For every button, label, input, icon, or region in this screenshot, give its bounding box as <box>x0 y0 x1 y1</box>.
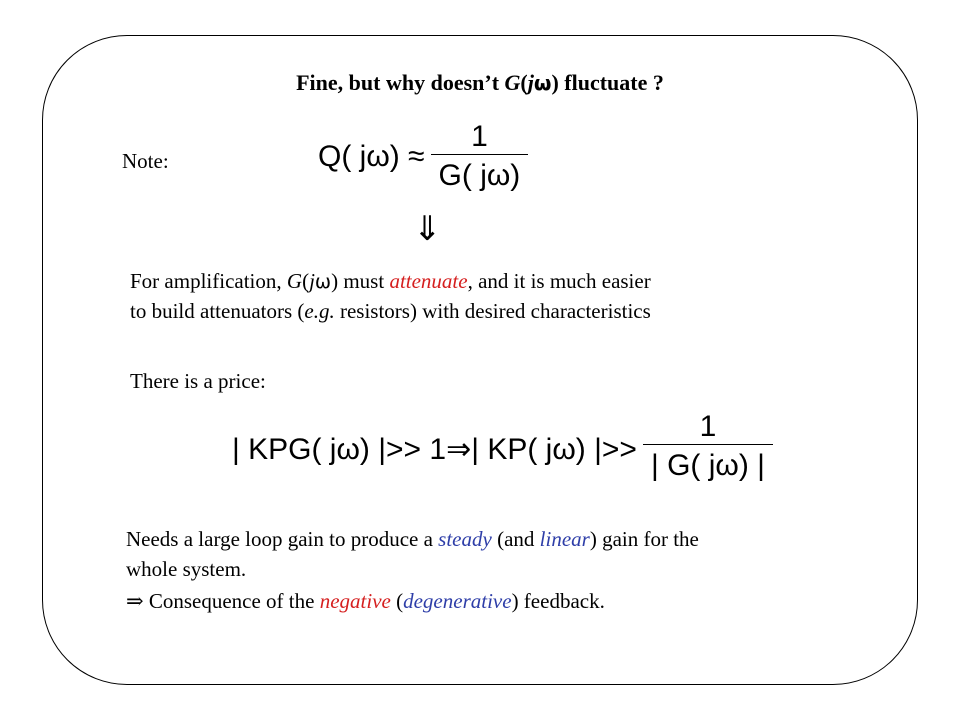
price-eq-left: | KPG( jω) |>> 1⇒| KP( jω) |>> <box>232 432 637 466</box>
concl-text-c: ) gain for the <box>589 527 699 551</box>
steady-word: steady <box>438 527 492 551</box>
amp-text-d: to build attenuators ( <box>130 299 305 323</box>
concl-text-e: ( <box>390 589 404 613</box>
amp-text-e: resistors) with desired characteristics <box>334 299 651 323</box>
price-eq-fraction <box>643 412 773 481</box>
note-eq-lhs: Q( jω) ≈ <box>318 139 425 173</box>
title-prefix: Fine, but why doesn’t <box>296 70 505 95</box>
note-eq-fraction <box>431 122 529 191</box>
concl-text-b: (and <box>491 527 540 551</box>
price-eq-numerator: 1 <box>699 410 717 443</box>
attenuate-word: attenuate <box>389 269 468 293</box>
amp-text-a: For amplification, <box>130 269 287 293</box>
amplification-line-1 <box>130 266 651 297</box>
implies-arrow: ⇓ <box>413 210 442 248</box>
negative-word: negative <box>319 589 391 613</box>
amp-text-c: , and it is much easier <box>467 269 651 293</box>
concl-text-f: ) feedback. <box>511 589 605 613</box>
amp-paren: ( <box>302 269 310 293</box>
title-omega: ω <box>533 71 552 95</box>
amplification-line-2 <box>130 296 651 326</box>
concl-text-a: Needs a large loop gain to produce a <box>126 527 439 551</box>
linear-word: linear <box>539 527 590 551</box>
note-equation <box>318 122 528 191</box>
title-g: G <box>504 70 521 95</box>
degenerative-word: degenerative <box>403 589 512 613</box>
conclusion-line-1 <box>126 524 699 554</box>
title-paren: ( <box>520 70 528 95</box>
price-eq-denominator: | G( jω) | <box>643 444 773 481</box>
conclusion-line-3 <box>126 586 605 616</box>
title-j: j <box>527 70 534 95</box>
concl-text-d: ⇒ Consequence of the <box>126 589 320 613</box>
note-eq-denominator: G( jω) <box>431 154 529 191</box>
note-eq-numerator: 1 <box>471 120 488 153</box>
amp-text-b: ) must <box>331 269 390 293</box>
amp-g: G <box>286 269 303 293</box>
amp-omega: ω <box>314 270 332 293</box>
title-suffix: ) fluctuate ? <box>551 70 664 95</box>
note-label: Note: <box>122 149 169 173</box>
slide-title <box>0 70 960 96</box>
conclusion-line-2: whole system. <box>126 557 247 581</box>
price-text: There is a price: <box>130 369 266 393</box>
eg-text: e.g. <box>304 299 335 323</box>
price-equation <box>232 412 773 481</box>
amp-j: j <box>309 269 315 293</box>
